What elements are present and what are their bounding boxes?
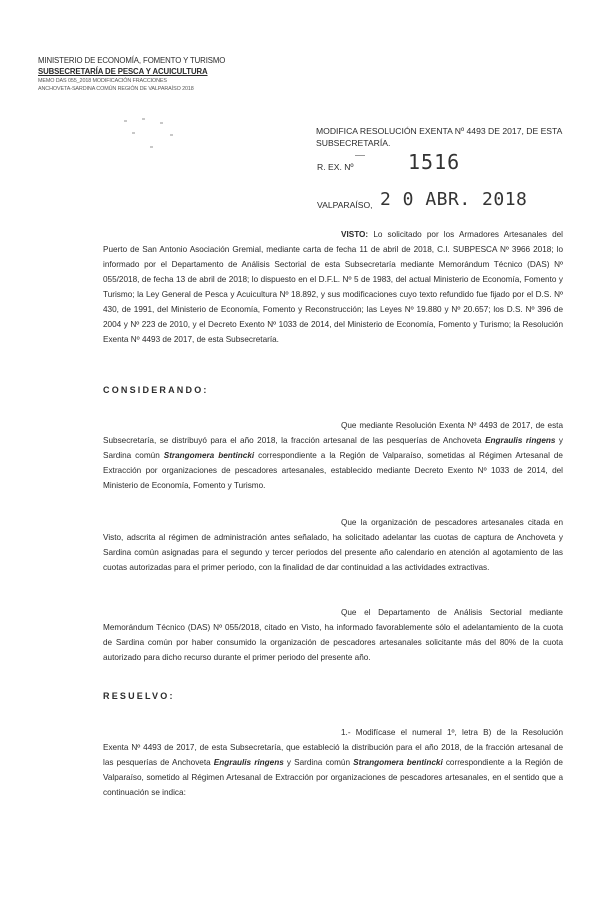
rex-label: R. EX. Nº <box>317 162 354 172</box>
faded-stamp <box>120 112 190 160</box>
resolution-reference-title: MODIFICA RESOLUCIÓN EXENTA Nº 4493 DE 2017, DE ESTA SUBSECRETARÍA. <box>316 126 562 148</box>
considerando-paragraph-2: Que la organización de pescadores artesanales citada en Visto, adscrita al régimen de administración antes señalado, ha solicitado adelantar las cuotas de captura de Anchoveta y Sardina común asignadas para el segundo y tercer periodos del presente año calendario en atención al agotamiento de las cuotas autorizadas para el primer periodo, con la finalidad de dar continuidad a las actividades extractivas. <box>103 518 563 572</box>
visto-label: VISTO: <box>341 230 369 239</box>
visto-text: Lo solicitado por los Armadores Artesanales del Puerto de San Antonio Asociación Gremial, mediante carta de fecha 11 de abril de 2018, C.I. SUBPESCA Nº 3966 2018; lo informado por el Departamento de Análisis Sectorial de esta Subsecretaría mediante Memorándum Técnico (DAS) Nº 055/2018, de fecha 13 de abril de 2018; lo dispuesto en el D.F.L. Nº 5 de 1983, del actual Ministerio de Economía, Fomento y Turismo; la Ley General de Pesca y Acuicultura Nº 18.892, y sus modificaciones cuyo texto refundido fue fijado por el D.S. Nº 430, de 1991, del Ministerio de Economía, Fomento y Reconstrucción; las Leyes Nº 19.880 y Nº 20.657; los D.S. Nº 396 de 2004 y Nº 223 de 2010, y el Decreto Exento Nº 1033 de 2014, del Ministerio de Economía, Fomento y Turismo; la Resolución Exenta Nº 4493 de 2017, de esta Subsecretaría. <box>103 230 563 344</box>
memo-reference: MEMO DAS 055_2018 MODIFICACIÓN FRACCIONES <box>38 78 167 84</box>
considerando-paragraph-1: Que mediante Resolución Exenta Nº 4493 de 2017, de esta Subsecretaría, se distribuyó para el año 2018, la fracción artesanal de las pesquerías de Anchoveta Engraulis ringens y Sardina común Strangomera bentincki correspondiente a la Región de Valparaíso, sometidas al Régimen Artesanal de Extracción por organizaciones de pescadores artesanales, establecido mediante Decreto Exento Nº 1033 de 2014, del Ministerio de Economía, Fomento y Turismo. <box>103 421 564 490</box>
visto-paragraph <box>103 227 563 347</box>
species-sardina: Strangomera bentincki <box>163 451 255 460</box>
memo-subject: ANCHOVETA-SARDINA COMÚN REGIÓN DE VALPARAÍSO 2018 <box>38 86 194 92</box>
resuelvo-title: RESUELVO: <box>103 691 175 701</box>
date-stamp: 2 0 ABR. 2018 <box>380 189 528 210</box>
letterhead <box>38 56 268 93</box>
species-sardina: Strangomera bentincki <box>353 758 443 767</box>
resuelvo-number: 1.- <box>341 728 351 737</box>
resuelvo-paragraph-1: 1.- Modifícase el numeral 1º, letra B) de la Resolución Exenta Nº 4493 de 2017, de esta Subsecretaría, que estableció la distribución para el año 2018, de la fracción artesanal de las pesquerías de Anchoveta Engraulis ringens y Sardina común Strangomera bentincki correspondiente a la Región de Valparaíso, sometido al Régimen Artesanal de Extracción por organizaciones de pescadores artesanales, en el sentido que a continuación se indica: <box>103 728 563 797</box>
undersecretary-name: SUBSECRETARÍA DE PESCA Y ACUICULTURA <box>38 66 208 76</box>
ministry-name: MINISTERIO DE ECONOMÍA, FOMENTO Y TURISMO <box>38 56 226 65</box>
rex-number-stamp: 1516 <box>408 150 461 174</box>
considerando-paragraph-3: Que el Departamento de Análisis Sectorial mediante Memorándum Técnico (DAS) Nº 055/2018, citado en Visto, ha informado favorablemente sólo el adelantamiento de la cuota de Sardina común por haber consumido la organización de pescadores artesanales solicitante más del 80% de la cuota autorizado para dicho recurso durante el primer periodo del presente año. <box>103 608 563 662</box>
considerando-title: CONSIDERANDO: <box>103 385 209 395</box>
underline-mark <box>355 155 365 156</box>
species-anchoveta: Engraulis ringens <box>485 436 556 445</box>
place-label: VALPARAÍSO, <box>317 200 373 210</box>
species-anchoveta: Engraulis ringens <box>213 758 284 767</box>
